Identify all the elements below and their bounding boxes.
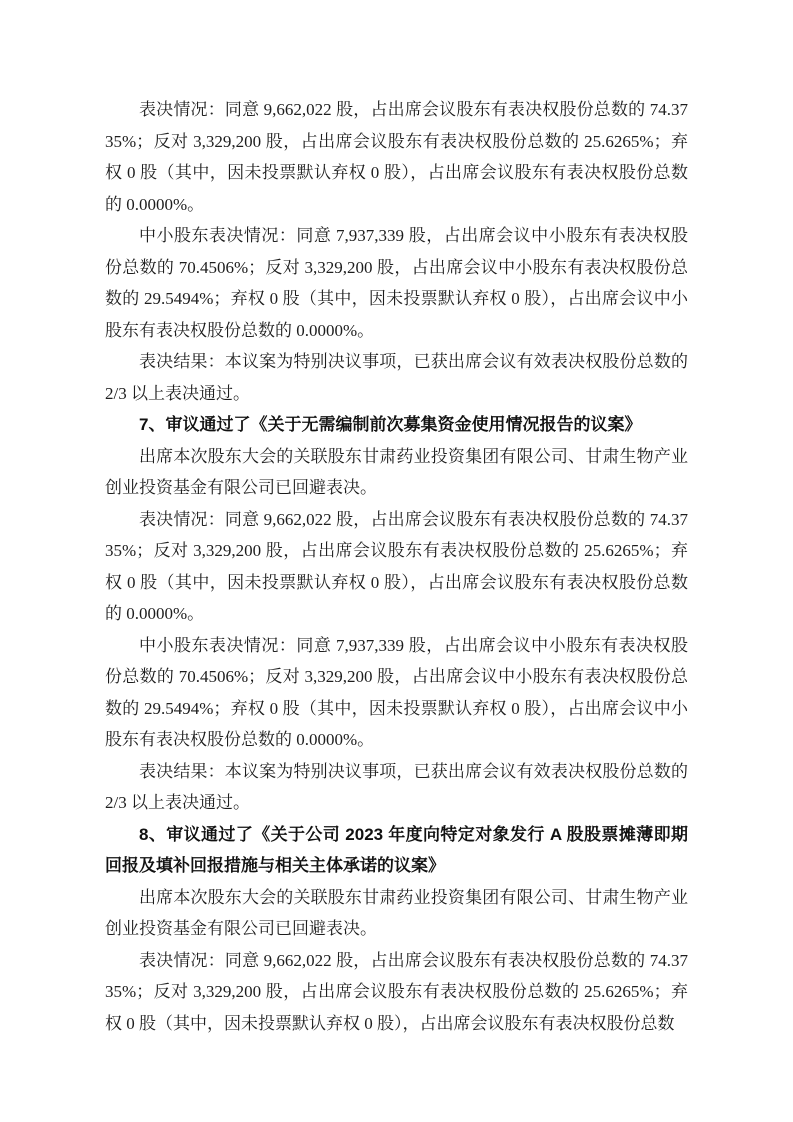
item6-vote-detail-paragraph: 表决情况：同意 9,662,022 股，占出席会议股东有表决权股份总数的 74.3735%；反对 3,329,200 股，占出席会议股东有表决权股份总数的 25.6265%；弃权 0 股（其中，因未投票默认弃权 0 股），占出席会议股东有表决权股份总数的 0.0000%。 (105, 100, 688, 214)
item7-minor-shareholder-vote-paragraph: 中小股东表决情况：同意 7,937,339 股，占出席会议中小股东有表决权股份总数的 70.4506%；反对 3,329,200 股，占出席会议中小股东有表决权股份总数的 29.5494%；弃权 0 股（其中，因未投票默认弃权 0 股），占出席会议中小股东有表决权股份总数的 0.0000%。 (105, 635, 688, 749)
item8-recusal-paragraph: 出席本次股东大会的关联股东甘肃药业投资集团有限公司、甘肃生物产业创业投资基金有限公司已回避表决。 (105, 887, 688, 938)
resolution-7-heading: 7、审议通过了《关于无需编制前次募集资金使用情况报告的议案》 (139, 415, 642, 434)
item8-vote-detail-paragraph-truncated: 表决情况：同意 9,662,022 股，占出席会议股东有表决权股份总数的 74.3735%；反对 3,329,200 股，占出席会议股东有表决权股份总数的 25.6265%；弃权 0 股（其中，因未投票默认弃权 0 股），占出席会议股东有表决权股份总数 (105, 950, 688, 1033)
resolution-8-heading: 8、审议通过了《关于公司 2023 年度向特定对象发行 A 股股票摊薄即期回报及填补回报措施与相关主体承诺的议案》 (105, 824, 688, 875)
item7-recusal-paragraph: 出席本次股东大会的关联股东甘肃药业投资集团有限公司、甘肃生物产业创业投资基金有限公司已回避表决。 (105, 446, 688, 497)
item7-vote-detail-paragraph: 表决情况：同意 9,662,022 股，占出席会议股东有表决权股份总数的 74.3735%；反对 3,329,200 股，占出席会议股东有表决权股份总数的 25.6265%；弃权 0 股（其中，因未投票默认弃权 0 股），占出席会议股东有表决权股份总数的 0.0000%。 (105, 509, 688, 623)
item6-vote-result-paragraph: 表决结果：本议案为特别决议事项，已获出席会议有效表决权股份总数的 2/3 以上表决通过。 (105, 352, 688, 403)
item7-vote-result-paragraph: 表决结果：本议案为特别决议事项，已获出席会议有效表决权股份总数的 2/3 以上表决通过。 (105, 761, 688, 812)
item6-minor-shareholder-vote-paragraph: 中小股东表决情况：同意 7,937,339 股，占出席会议中小股东有表决权股份总数的 70.4506%；反对 3,329,200 股，占出席会议中小股东有表决权股份总数的 29.5494%；弃权 0 股（其中，因未投票默认弃权 0 股），占出席会议中小股东有表决权股份总数的 0.0000%。 (105, 226, 688, 340)
